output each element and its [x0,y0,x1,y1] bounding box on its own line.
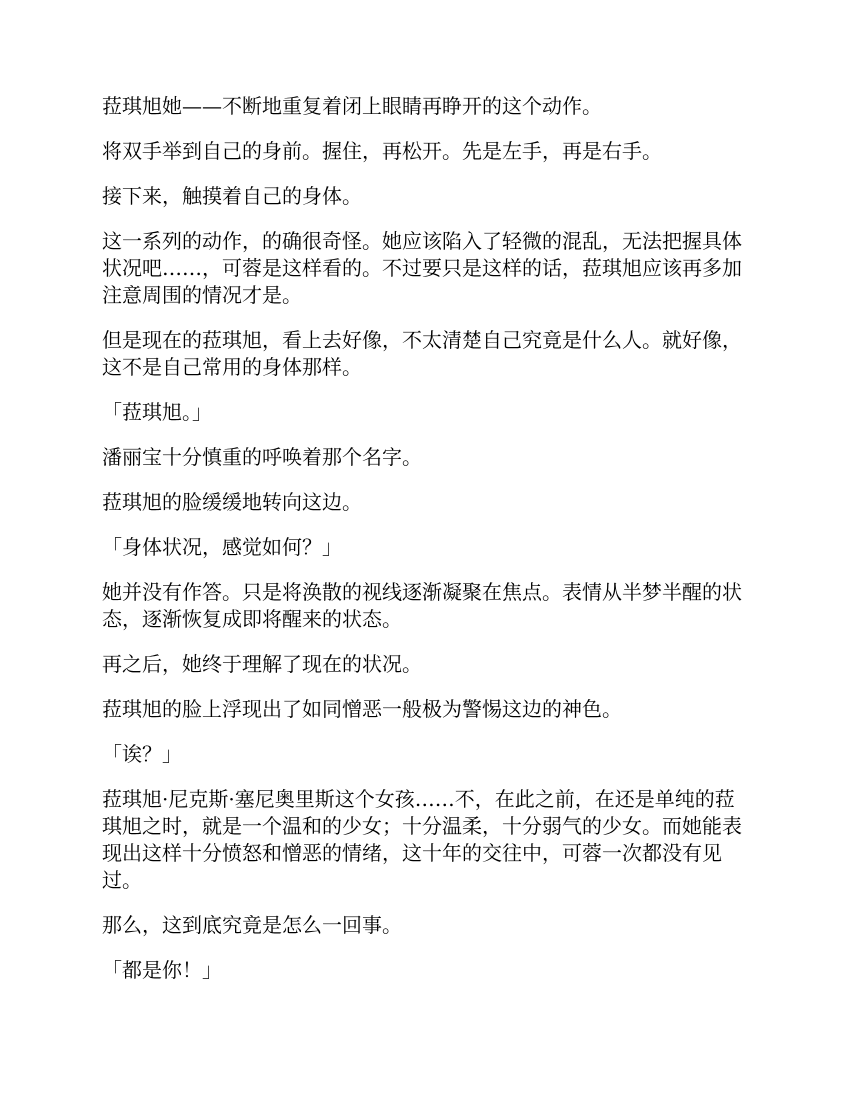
paragraph: 菈琪旭·尼克斯·塞尼奥里斯这个女孩……不，在此之前，在还是单纯的菈琪旭之时，就是一个温和的少女；十分温柔，十分弱气的少女。而她能表现出这样十分愤怒和憎恶的情绪，这十年的交往中，可蓉一次都没有见过。 [102,787,742,892]
dialogue-line: 「身体状况，感觉如何？」 [102,535,342,559]
dialogue-line: 「菈琪旭。」 [102,400,212,424]
dialogue-line: 「都是你！」 [102,958,222,982]
paragraph: 菈琪旭的脸上浮现出了如同憎恶一般极为警惕这边的神色。 [102,697,622,721]
paragraph: 菈琪旭她——不断地重复着闭上眼睛再睁开的这个动作。 [102,94,602,118]
paragraph: 这一系列的动作，的确很奇怪。她应该陷入了轻微的混乱，无法把握具体状况吧……，可蓉是这样看的。不过要只是这样的话，菈琪旭应该再多加注意周围的情况才是。 [102,229,742,307]
paragraph: 但是现在的菈琪旭，看上去好像，不太清楚自己究竟是什么人。就好像，这不是自己常用的身体那样。 [102,328,742,379]
paragraph: 将双手举到自己的身前。握住，再松开。先是左手，再是右手。 [102,139,662,163]
paragraph: 菈琪旭的脸缓缓地转向这边。 [102,490,362,514]
document-page [102,93,747,1002]
paragraph: 接下来，触摸着自己的身体。 [102,184,362,208]
dialogue-line: 「诶？」 [102,742,182,766]
paragraph: 她并没有作答。只是将涣散的视线逐渐凝聚在焦点。表情从半梦半醒的状态，逐渐恢复成即将醒来的状态。 [102,580,742,631]
paragraph: 潘丽宝十分慎重的呼唤着那个名字。 [102,445,422,469]
paragraph: 那么，这到底究竟是怎么一回事。 [102,913,402,937]
paragraph: 再之后，她终于理解了现在的状况。 [102,652,422,676]
